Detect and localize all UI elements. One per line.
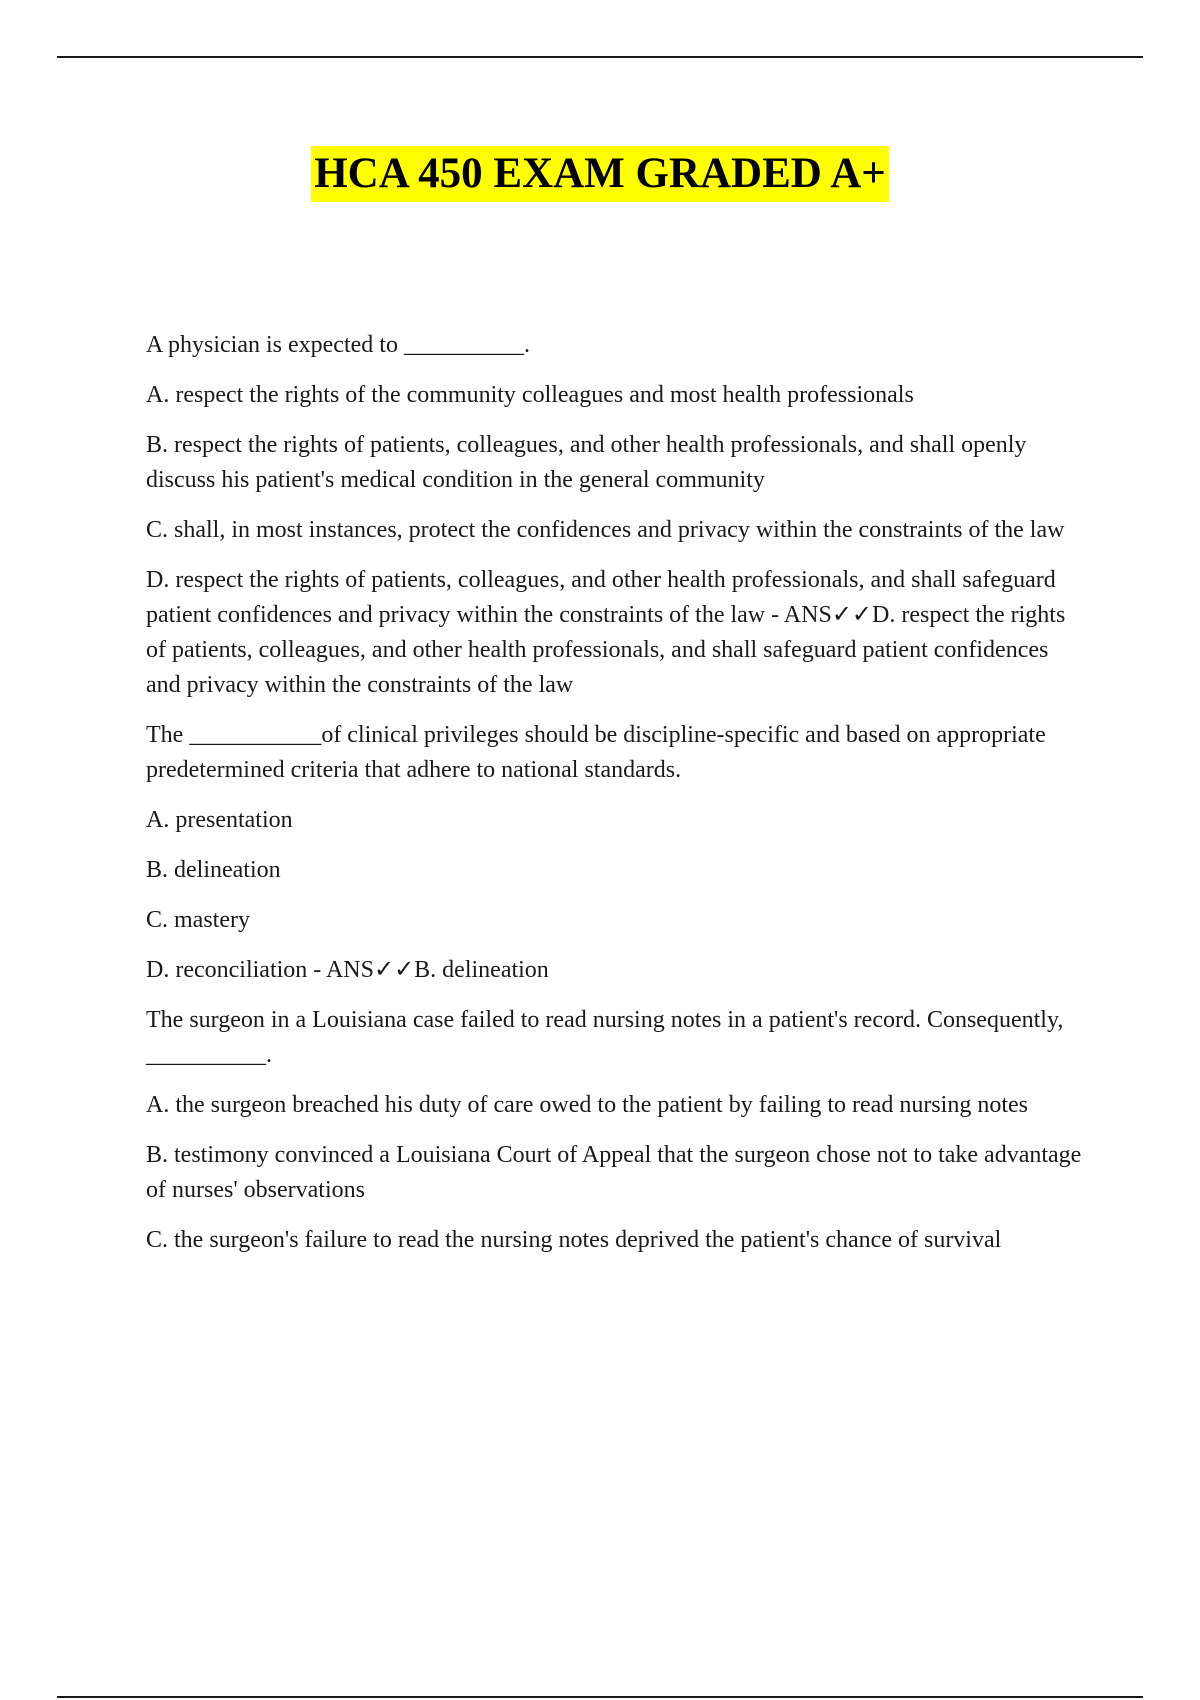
- document-title: HCA 450 EXAM GRADED A+: [311, 146, 889, 202]
- question-2-option-c: C. mastery: [146, 907, 250, 933]
- question-2-option-b: B. delineation: [146, 857, 281, 883]
- top-rule: [57, 56, 1143, 58]
- document-body: [146, 328, 1086, 1273]
- question-3-option-c: C. the surgeon's failure to read the nursing notes deprived the patient's chance of survival: [146, 1227, 1002, 1253]
- question-1-option-a: A. respect the rights of the community colleagues and most health professionals: [146, 382, 914, 408]
- title-container: [0, 146, 1200, 202]
- question-2-option-d-answer: D. reconciliation - ANS✓✓B. delineation: [146, 957, 549, 983]
- question-1-stem: A physician is expected to __________.: [146, 332, 530, 358]
- question-2-option-a: A. presentation: [146, 807, 293, 833]
- question-3-stem: The surgeon in a Louisiana case failed to read nursing notes in a patient's record. Consequently, __________.: [146, 1007, 1064, 1068]
- question-1-option-d-answer: D. respect the rights of patients, colleagues, and other health professionals, and shall safeguard patient confidences and privacy within the constraints of the law - ANS✓✓D. respect the rights of patients, colleagues, and other health professionals, and shall safeguard patient confidences and privacy within the constraints of the law: [146, 567, 1066, 698]
- question-3-option-a: A. the surgeon breached his duty of care owed to the patient by failing to read nursing notes: [146, 1092, 1028, 1118]
- question-3-option-b: B. testimony convinced a Louisiana Court of Appeal that the surgeon chose not to take advantage of nurses' observations: [146, 1142, 1082, 1203]
- question-2-stem: The ___________of clinical privileges should be discipline-specific and based on appropriate predetermined criteria that adhere to national standards.: [146, 722, 1046, 783]
- question-1-option-c: C. shall, in most instances, protect the confidences and privacy within the constraints of the law: [146, 517, 1065, 543]
- bottom-rule: [57, 1696, 1143, 1698]
- question-1-option-b: B. respect the rights of patients, colleagues, and other health professionals, and shall openly discuss his patient's medical condition in the general community: [146, 432, 1027, 493]
